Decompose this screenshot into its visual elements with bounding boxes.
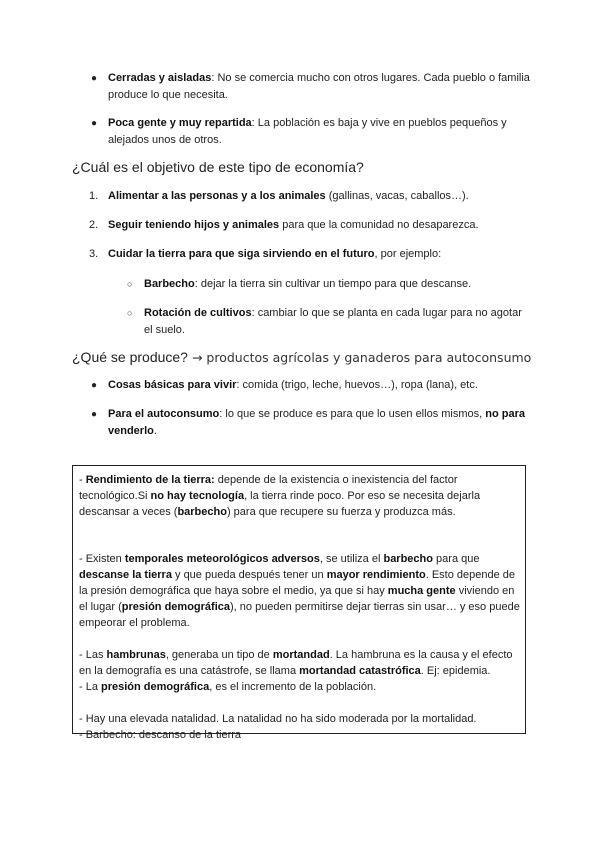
list-item: [0, 305, 600, 339]
item-text: .: [153, 425, 157, 437]
item-text: (gallinas, vacas, caballos…).: [325, 190, 469, 202]
notes-box: [72, 465, 526, 741]
list-item: [0, 70, 600, 104]
item-bold: Barbecho: [144, 278, 195, 290]
heading-objective: ¿Cuál es el objetivo de este tipo de economía?: [72, 159, 364, 175]
item-bold: Alimentar a las personas y a los animales: [108, 190, 326, 202]
note-text: . Ej: epidemia.: [420, 665, 491, 677]
note-bold: no hay tecnología: [150, 490, 245, 502]
item-bold: no para venderlo: [108, 408, 525, 437]
list-item: [0, 406, 600, 440]
note-paragraph: [79, 647, 520, 679]
objectives-list: [0, 188, 600, 205]
item-number: 1.: [89, 190, 99, 202]
examples-list: [0, 276, 600, 293]
objectives-list-2: [0, 217, 600, 234]
list-item: [0, 115, 600, 149]
note-bold: mucha gente: [387, 585, 456, 597]
list-item: [0, 276, 600, 293]
note-paragraph: - Barbecho: descanso de la tierra: [79, 729, 242, 741]
note-bold: temporales meteorológicos adversos: [124, 553, 320, 565]
list-item: [0, 246, 600, 263]
item-bold: Rotación de cultivos: [144, 307, 252, 319]
features-list: [0, 70, 600, 104]
bullet-icon: ●: [91, 73, 98, 84]
item-bold: Para el autoconsumo: [108, 408, 220, 420]
item-bold: Poca gente y muy repartida: [108, 117, 252, 129]
note-text: , la tierra rinde poco. Por eso se necesita dejarla descansar a veces (: [79, 490, 481, 518]
note-text: ), no pueden permitirse dejar tierras sin usar… y eso puede empeorar el problema.: [79, 601, 520, 629]
spacer: [79, 695, 520, 711]
note-text: - La: [79, 681, 102, 693]
item-text: : comida (trigo, leche, huevos…), ropa (lana), etc.: [236, 379, 478, 391]
objectives-list-3: [0, 246, 600, 263]
note-text: . La hambruna es la causa y el efecto en la demografía es una catástrofe, se llama: [79, 649, 513, 677]
item-text: : dejar la tierra sin cultivar un tiempo para que descanse.: [194, 278, 472, 290]
heading-sub: → productos agrícolas y ganaderos para autoconsumo: [187, 350, 532, 365]
item-bold: Seguir teniendo hijos y animales: [108, 219, 280, 231]
bullet-icon: ●: [91, 380, 98, 391]
production-list-2: [0, 406, 600, 440]
item-bold: Cuidar la tierra para que siga sirviendo en el futuro: [108, 248, 375, 260]
spacer: [79, 520, 520, 551]
item-text: , por ejemplo:: [374, 248, 442, 260]
item-text: : cambiar lo que se planta en cada lugar para no agotar el suelo.: [144, 307, 522, 336]
note-paragraph: [79, 551, 520, 631]
list-item: [0, 217, 600, 234]
circle-bullet-icon: ○: [127, 308, 133, 318]
heading-main: ¿Qué se produce?: [72, 349, 188, 365]
note-text: y que pueda después tener un: [171, 569, 327, 581]
heading-production: [0, 347, 531, 368]
production-list: [0, 377, 600, 394]
item-text: : La población es baja y vive en pueblos pequeños y alejados unos de otros.: [108, 117, 507, 146]
note-text: ) para que recupere su fuerza y produzca más.: [226, 506, 456, 518]
features-list-2: [0, 115, 600, 149]
bullet-icon: ●: [91, 409, 98, 420]
note-text: viviendo en el lugar (: [79, 585, 515, 613]
item-number: 2.: [89, 219, 99, 231]
item-text: para que la comunidad no desaparezca.: [279, 219, 479, 231]
note-text: , es el incremento de la población.: [209, 681, 377, 693]
note-bold: presión demográfica: [101, 681, 210, 693]
note-paragraph: - Hay una elevada natalidad. La natalidad no ha sido moderada por la mortalidad.: [79, 713, 477, 725]
note-text: , se utiliza el: [319, 553, 384, 565]
list-item: [0, 377, 600, 394]
list-item: [0, 188, 600, 205]
note-bold: descanse la tierra: [79, 569, 172, 581]
note-bold: mortandad catastrófica: [299, 665, 421, 677]
note-bold: hambrunas: [106, 649, 166, 661]
note-text: para que: [432, 553, 480, 565]
note-bold: Rendimiento de la tierra:: [85, 474, 215, 486]
item-bold: Cerradas y aisladas: [108, 72, 212, 84]
note-text: depende de la existencia o inexistencia del factor tecnológico.Si: [79, 474, 458, 502]
bullet-icon: ●: [91, 118, 98, 129]
item-text: : lo que se produce es para que lo usen ellos mismos,: [219, 408, 486, 420]
note-bold: mayor rendimiento: [326, 569, 426, 581]
note-text: -: [79, 474, 86, 486]
examples-list-2: [0, 305, 600, 339]
note-bold: barbecho: [383, 553, 433, 565]
note-bold: mortandad: [272, 649, 330, 661]
item-bold: Cosas básicas para vivir: [108, 379, 237, 391]
circle-bullet-icon: ○: [127, 279, 133, 289]
note-bold: presión demográfica: [121, 601, 230, 613]
note-paragraph: [79, 679, 520, 695]
spacer: [79, 631, 520, 647]
note-text: - Las: [79, 649, 107, 661]
note-text: . Esto depende de la presión demográfica que haya sobre el medio, ya que si hay: [79, 569, 516, 597]
item-number: 3.: [89, 248, 99, 260]
note-paragraph: [79, 472, 520, 520]
item-text: : No se comercia mucho con otros lugares. Cada pueblo o familia produce lo que necesita.: [108, 72, 530, 101]
note-text: , generaba un tipo de: [165, 649, 273, 661]
note-text: - Existen: [79, 553, 125, 565]
note-bold: barbecho: [177, 506, 227, 518]
